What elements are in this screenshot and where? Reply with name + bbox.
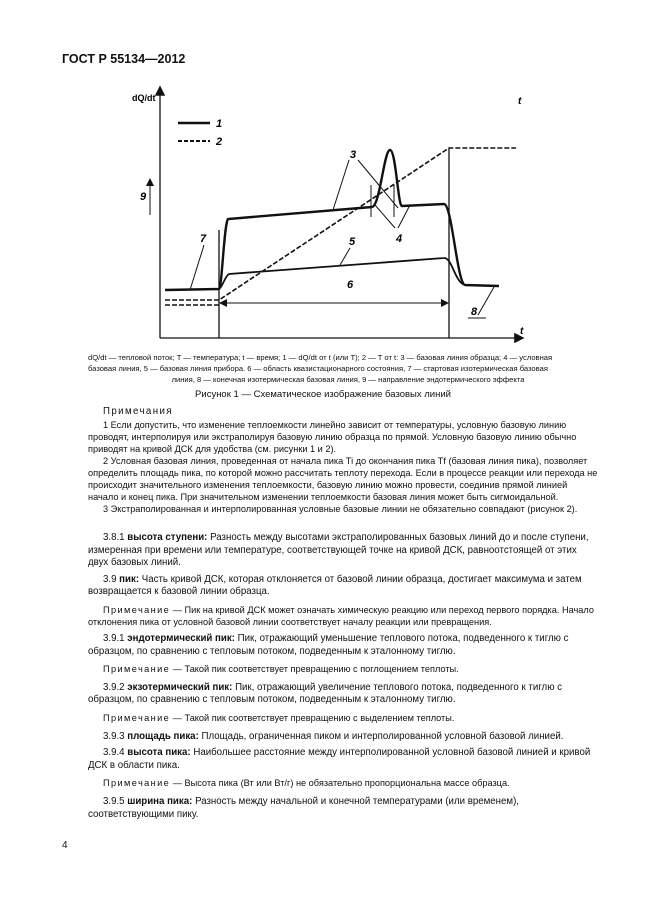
caption-line-3: линия, 8 — конечная изотермическая базовая линия, 9 — направление эндотермического эффекта <box>171 375 525 384</box>
callout-7-leader <box>190 245 204 290</box>
callout-6: 6 <box>347 279 354 291</box>
def-text: Наибольшее расстояние между интерполированной условной базовой линией и кривой ДСК в области пика. <box>88 747 591 771</box>
x-axis-end-label: t <box>520 326 524 337</box>
note-2: 2 Условная базовая линия, проведенная от начала пика Ti до окончания пика Tf (базовая линия пика), позволяет определить площадь пика, по которой можно рассчитать теплоту перехода. Если в процессе реакции или перехода не происходит значительного изменения теплоемкости, базовую линию можно провести, соединив прямой линией начало и конец пика. При значительном изменении теплоемкости базовая линия может быть сигмоидальной. <box>88 455 598 502</box>
def-3-8-1 <box>88 532 598 570</box>
note-text: — Такой пик соответствует превращению с поглощением теплоты. <box>172 664 459 675</box>
def-number: 3.9 <box>103 573 117 585</box>
note-3-9-2 <box>88 712 598 725</box>
def-3-9-1 <box>88 633 598 658</box>
callout-3: 3 <box>350 149 357 161</box>
def-3-9-4 <box>88 747 598 772</box>
figure-caption <box>88 352 608 385</box>
page-number: 4 <box>62 840 68 851</box>
caption-line-2: базовая линия, 5 — базовая линия прибора. 6 — область квазистационарного состояния, 7 — стартовая изотермическая базовая <box>88 364 548 373</box>
def-term: высота ступени: <box>127 532 208 543</box>
note-label: Примечание <box>103 712 171 723</box>
note-3-9-4 <box>88 777 598 790</box>
def-text: Разность между высотами экстраполированных базовых линий до и после ступени, измеренная при времени или температуре, соответствующей точке на кривой ДСК, равноотстоящей от этих двух базовых линий. <box>88 532 589 569</box>
def-number: 3.9.3 <box>103 730 125 742</box>
note-3: 3 Экстраполированная и интерполированная условные базовые линии не обязательно совпадают (рисунок 2). <box>103 503 578 514</box>
note-1: 1 Если допустить, что изменение теплоемкости линейно зависит от температуры, условную базовую линию проводят, интерполируя или экстраполируя базовую линию образца по прямой. Условную базовую линию обычно приводят на кривой ДСК для удобства (см. рисунки 1 и 2). <box>88 419 577 454</box>
legend-label-1: 1 <box>216 118 223 130</box>
def-number: 3.9.2 <box>103 681 125 693</box>
callout-5-leader <box>340 248 350 265</box>
def-term: высота пика: <box>127 747 191 759</box>
def-text: Пик, отражающий увеличение теплового потока, подведенного к тиглю с образцом, по сравнению с тепловым потоком, подведенным к эталонному тиглю. <box>88 681 563 706</box>
figure-title: Рисунок 1 — Схематическое изображение базовых линий <box>195 389 451 400</box>
callout-9: 9 <box>140 191 147 203</box>
def-number: 3.9.4 <box>103 747 125 759</box>
x-axis-label: t <box>518 96 522 107</box>
definitions-block <box>88 532 598 821</box>
callout-4-leader-a <box>375 205 395 228</box>
def-number: 3.9.5 <box>103 795 125 807</box>
def-term: экзотермический пик: <box>127 681 233 693</box>
callout-8-leader <box>478 287 494 315</box>
def-3-9 <box>88 574 598 599</box>
def-3-9-2 <box>88 682 598 707</box>
document-header: ГОСТ Р 55134—2012 <box>62 52 186 66</box>
callout-7: 7 <box>200 233 207 245</box>
callout-8: 8 <box>471 306 478 318</box>
caption-line-1: dQ/dt — тепловой поток; T — температура; t — время; 1 — dQ/dt от t (или T); 2 — T от t: 3 — базовая линия образца; 4 — условная <box>88 353 553 362</box>
def-3-9-5 <box>88 796 598 821</box>
note-label: Примечание <box>103 778 171 789</box>
callout-4: 4 <box>396 233 403 245</box>
def-term: пик: <box>119 573 140 585</box>
note-label: Примечание <box>103 664 171 675</box>
notes-heading: Примечания <box>103 406 173 417</box>
def-number: 3.8.1 <box>103 532 125 543</box>
callout-4-leader-b <box>398 205 410 228</box>
def-text: Разность между начальной и конечной температурами (или временем), соответствующими пику. <box>88 795 519 820</box>
callout-3-leader-b <box>358 160 398 208</box>
def-text: Пик, отражающий уменьшение теплового потока, подведенного к тиглю с образцом, по сравнению с тепловым потоком, подведенным к эталонному тиглю. <box>88 632 569 657</box>
def-term: ширина пика: <box>127 795 193 807</box>
note-3-9-1 <box>88 663 598 676</box>
def-3-9-3 <box>88 731 598 744</box>
callout-5: 5 <box>349 236 356 248</box>
legend-label-2: 2 <box>216 136 223 148</box>
callout-3-leader-a <box>333 160 349 210</box>
y-axis-label: dQ/dt <box>132 93 156 103</box>
note-text: — Пик на кривой ДСК может означать химическую реакцию или переход первого порядка. Начало отклонения пика от условной базовой линии соответствует началу реакции или превращения. <box>88 604 594 627</box>
baseline-figure <box>0 0 646 350</box>
note-text: — Высота пика (Вт или Вт/г) не обязательно пропорциональна массе образца. <box>172 778 510 789</box>
note-label: Примечание <box>103 604 171 615</box>
def-number: 3.9.1 <box>103 632 125 644</box>
def-text: Площадь, ограниченная пиком и интерполированной условной базовой линией. <box>201 730 564 742</box>
temperature-curve <box>165 148 516 300</box>
def-text: Часть кривой ДСК, которая отклоняется от базовой линии образца, достигает максимума и затем возвращается к базовой линии образца. <box>88 573 582 598</box>
notes-block <box>88 406 598 515</box>
note-3-9 <box>88 604 598 628</box>
def-term: площадь пика: <box>127 730 199 742</box>
instrument-baseline <box>219 258 465 289</box>
def-term: эндотермический пик: <box>127 632 235 644</box>
note-text: — Такой пик соответствует превращению с выделением теплоты. <box>172 712 455 723</box>
